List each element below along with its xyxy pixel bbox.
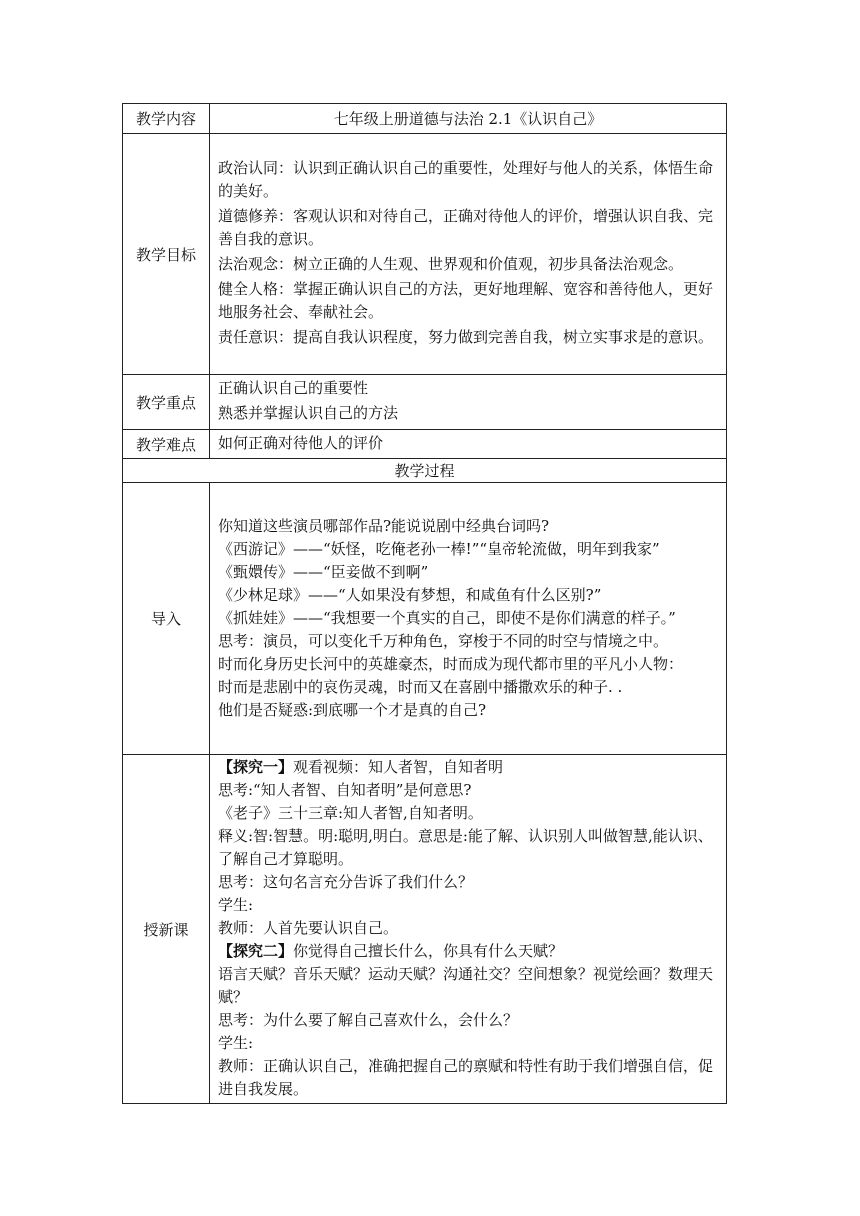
intro-line: 《抓娃娃》——“我想要一个真实的自己，即使不是你们满意的样子。” [218,608,676,627]
goal-law: 法治观念：树立正确的人生观、世界观和价值观，初步具备法治观念。 [218,254,684,273]
label-new-lesson: 授新课 [123,755,210,1104]
row-new-lesson [123,755,727,1104]
process-header: 教学过程 [123,459,727,483]
lesson-line: 思考：这句名言充分告诉了我们什么？ [218,873,474,891]
intro-line: 时而是悲剧中的哀伤灵魂，时而又在喜剧中播撒欢乐的种子. . [218,677,623,696]
lesson-line: 思考：为什么要了解自己喜欢什么，会什么？ [218,1011,519,1029]
new-lesson-cell [210,755,727,1104]
difficulty-value: 如何正确对待他人的评价 [210,430,727,459]
label-difficulty: 教学难点 [123,430,210,459]
row-key-points [123,375,727,430]
explore2-line [218,940,720,963]
row-goals [123,134,727,375]
intro-cell [210,483,727,755]
explore1-text: 观看视频：知人者智，自知者明 [293,758,504,776]
lesson-plan-table [122,103,727,1104]
intro-line: 你知道这些演员哪部作品?能说说剧中经典台词吗? [218,516,550,535]
goal-moral: 道德修养：客观认识和对待自己，正确对待他人的评价，增强认识自我、完善自我的意识。 [218,206,714,248]
lesson-line: 《老子》三十三章:知人者智,自知者明。 [218,804,483,822]
intro-line: 《甄嬛传》——“臣妾做不到啊” [218,562,429,581]
lesson-line: 语言天赋？音乐天赋？运动天赋？沟通社交？空间想象？视觉绘画？数理天赋？ [218,965,714,1006]
lesson-line: 教师：正确认识自己，准确把握自己的禀赋和特性有助于我们增强自信，促进自我发展。 [218,1057,714,1098]
lesson-line: 思考:“知人者智、自知者明”是何意思? [218,781,472,799]
lesson-line: 释义:智:智慧。明:聪明,明白。意思是:能了解、认识别人叫做智慧,能认识、了解自己才算聪明。 [218,827,713,868]
row-content [123,104,727,134]
label-goals: 教学目标 [123,134,210,375]
goals-cell [210,134,727,375]
label-intro: 导入 [123,483,210,755]
key-point-2: 熟悉并掌握认识自己的方法 [218,403,399,422]
intro-line: 思考：演员，可以变化千万种角色，穿梭于不同的时空与情境之中。 [218,631,669,650]
explore2-text: 你觉得自己擅长什么，你具有什么天赋？ [293,942,564,960]
explore2-tag: 【探究二】 [218,942,294,960]
explore1-line [218,756,720,779]
key-point-1: 正确认识自己的重要性 [218,378,369,397]
explore1-tag: 【探究一】 [218,758,294,776]
goal-responsibility: 责任意识：提高自我认识程度，努力做到完善自我，树立实事求是的意识。 [218,327,714,346]
intro-line: 《少林足球》——“人如果没有梦想，和咸鱼有什么区别?” [218,585,602,604]
row-process-header [123,459,727,483]
intro-line: 《西游记》——“妖怪，吃俺老孙一棒!”“皇帝轮流做，明年到我家” [218,539,660,558]
key-points-cell [210,375,727,430]
lesson-line: 学生: [218,1034,254,1052]
intro-line: 他们是否疑惑:到底哪一个才是真的自己? [218,700,487,719]
goal-political: 政治认同：认识到正确认识自己的重要性，处理好与他人的关系，体悟生命的美好。 [218,158,714,200]
intro-line: 时而化身历史长河中的英雄豪杰，时而成为现代都市里的平凡小人物： [218,654,684,673]
label-key-points: 教学重点 [123,375,210,430]
row-difficulty [123,430,727,459]
goal-personality: 健全人格：掌握正确认识自己的方法，更好地理解、宽容和善待他人，更好地服务社会、奉献社会。 [218,279,714,321]
row-intro [123,483,727,755]
lesson-line: 学生: [218,896,254,914]
label-content: 教学内容 [123,104,210,134]
value-content: 七年级上册道德与法治 2.1《认识自己》 [210,104,727,134]
lesson-line: 教师：人首先要认识自己。 [218,919,399,937]
